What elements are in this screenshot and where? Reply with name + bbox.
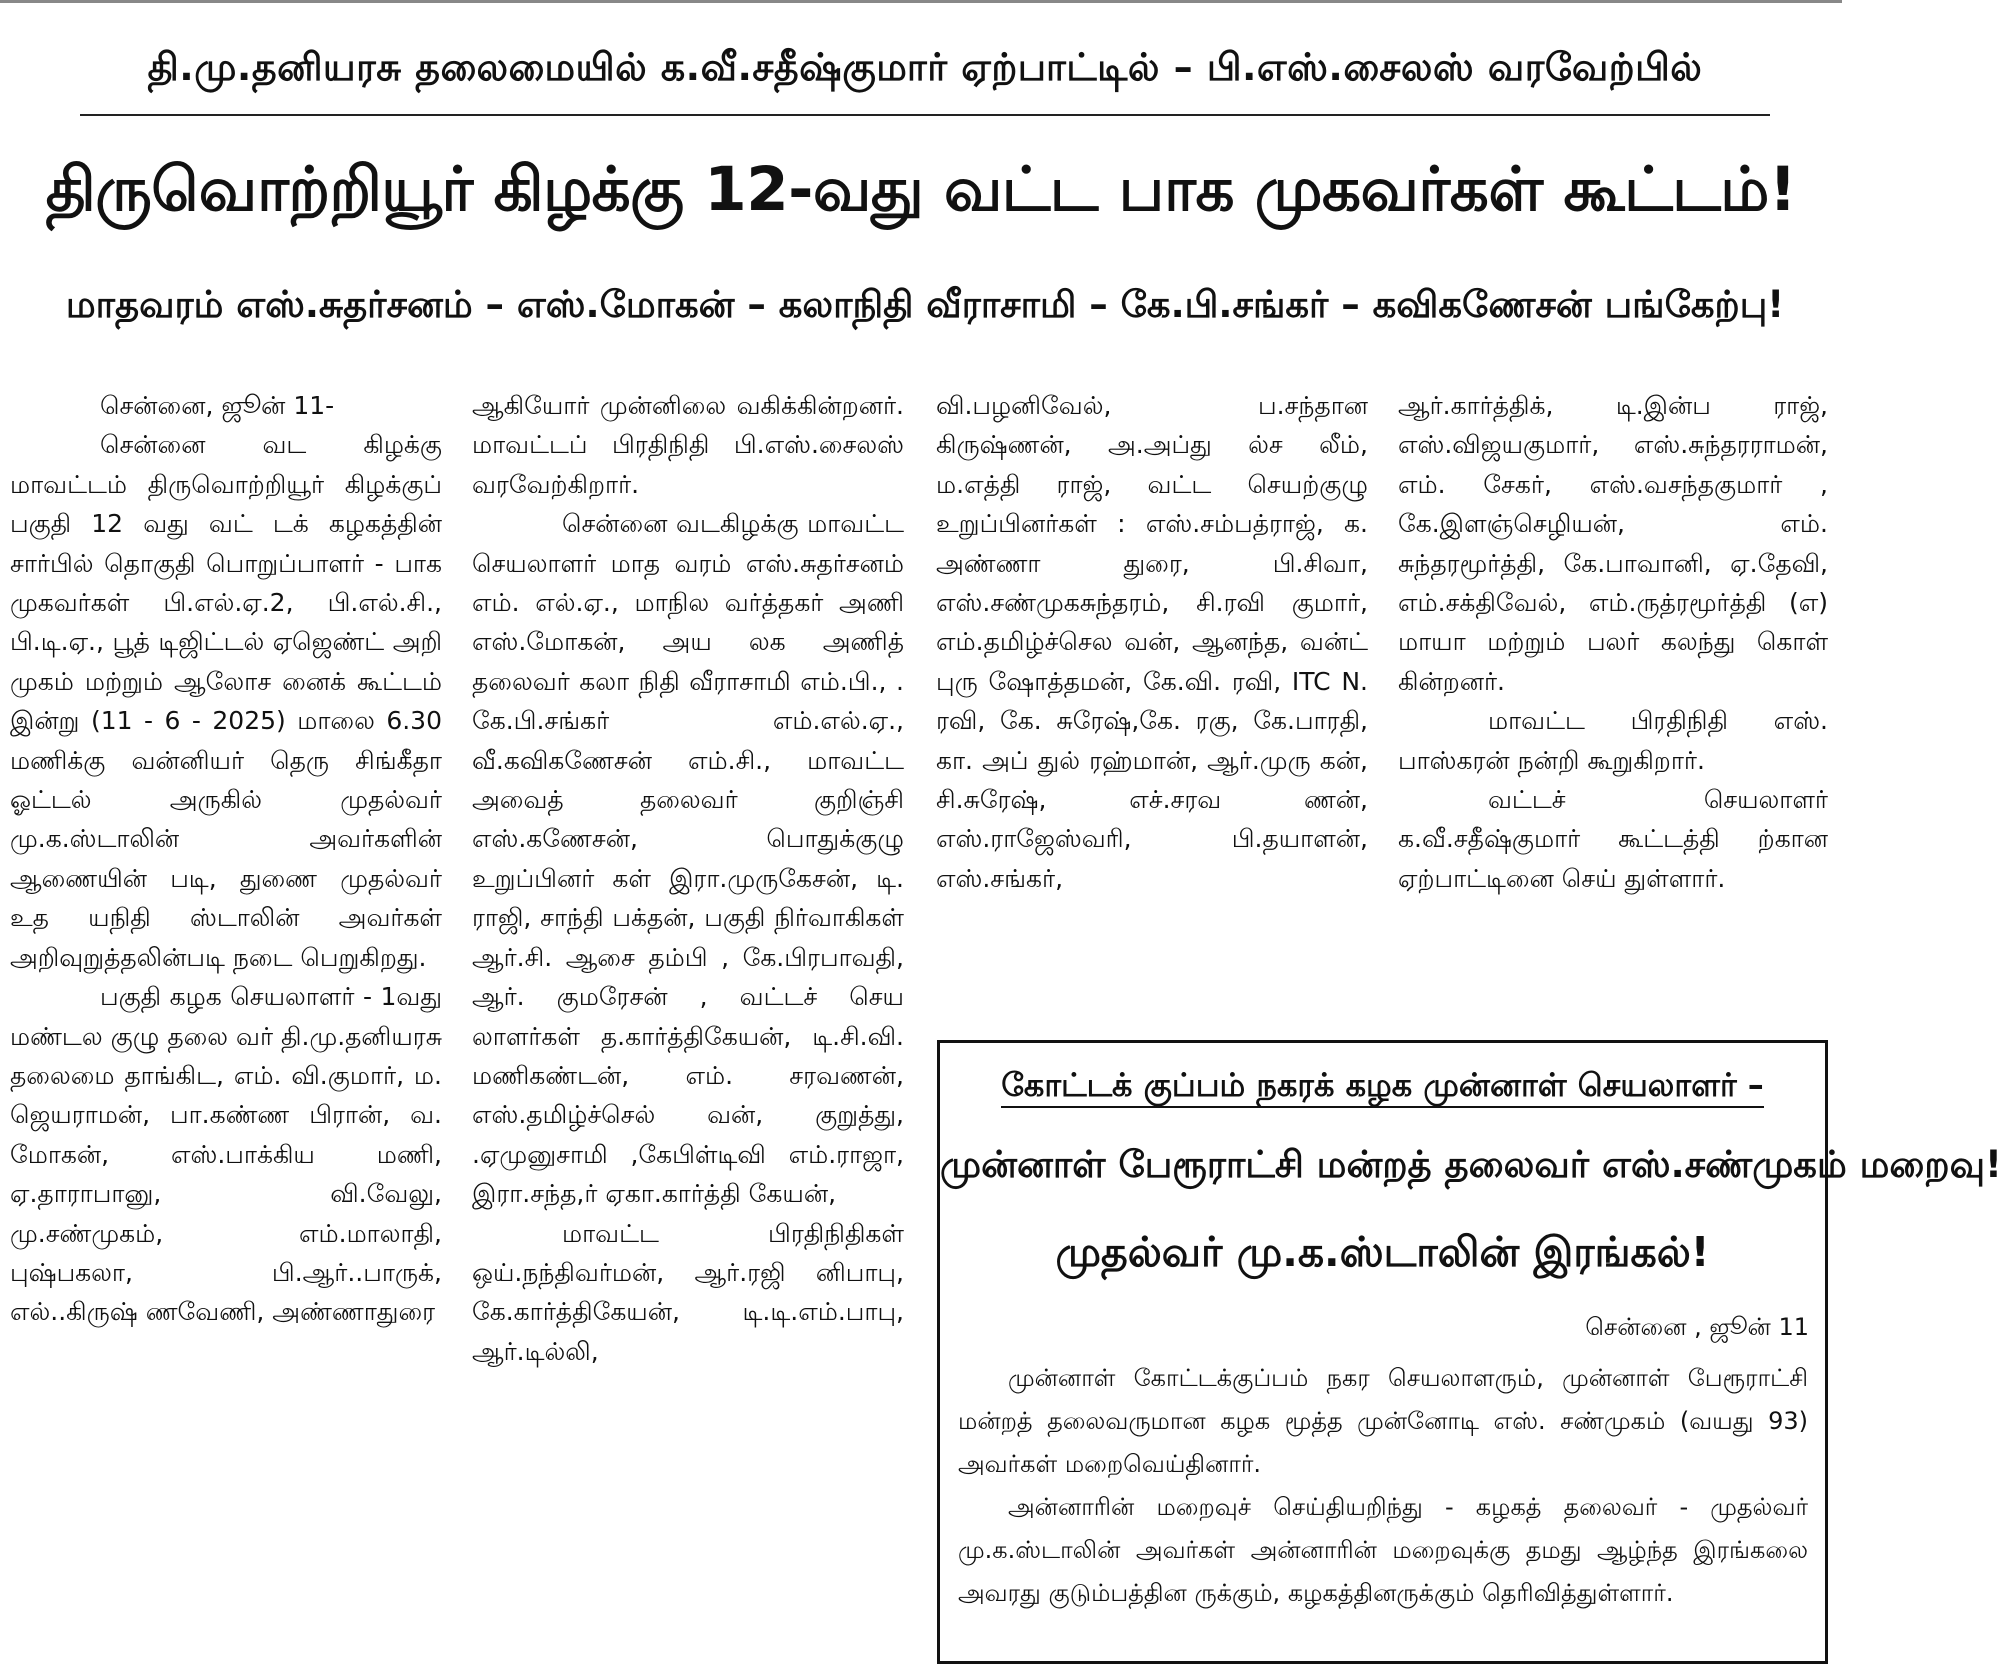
article-paragraph: வி.பழனிவேல், ப.சந்தான கிருஷ்ணன், அ.அப்து ல்ச லீம், ம.எத்தி ராஜ், வட்ட செயற்குழு உறுப்பினர்கள் : எஸ்.சம்பத்ராஜ், க. அண்ணா துரை, பி.சிவா, எஸ்.சண்முகசுந்தரம், சி.ரவி குமார், எம்.தமிழ்ச்செல வன், ஆனந்த, வன்ட் புரு ஷோத்தமன், கே.வி. ரவி, ITC N. ரவி, கே. சுரேஷ்,கே. ரகு, கே.பாரதி, கா. அப் துல் ரஹ்மான், ஆர்.முரு கன், சி.சுரேஷ், எச்.சரவ ணன், எஸ்.ராஜேஸ்வரி, பி.தயாளன், எஸ்.சங்கர், — [936, 391, 1368, 893]
article-paragraph: சென்னை வடகிழக்கு மாவட்ட செயலாளர் மாத வரம் எஸ்.சுதர்சனம் எம். எல்.ஏ., மாநில வர்த்தகர் அணி எஸ்.மோகன், அய லக அணித் தலைவர் கலா நிதி வீராசாமி எம்.பி., . கே.பி.சங்கர் எம்.எல்.ஏ., வீ.கவிகணேசன் எம்.சி., மாவட்ட அவைத் தலைவர் குறிஞ்சி எஸ்.கணேசன், பொதுக்குழு உறுப்பினர் கள் இரா.முருகேசன், டி. ராஜி, சாந்தி பக்தன், பகுதி நிர்வாகிகள் ஆர்.சி. ஆசை தம்பி , கே.பிரபாவதி, ஆர். குமரேசன் , வட்டச் செய லாளர்கள் த.கார்த்திகேயன், டி.சி.வி. மணிகண்டன், எம். சரவணன், எஸ்.தமிழ்ச்செல் வன், குறுத்து, .ஏமுனுசாமி ,கேபிள்டிவி எம்.ராஜா, இரா.சந்த,ர் ஏகா.கார்த்தி கேயன், — [472, 509, 904, 1209]
top-border — [0, 0, 1842, 3]
obituary-headline: முன்னாள் பேரூராட்சி மன்றத் தலைவர் எஸ்.சண்முகம் மறைவு! — [940, 1143, 2002, 1186]
obituary-paragraph: அன்னாரின் மறைவுச் செய்தியறிந்து - கழகத் தலைவர் - முதல்வர் மு.க.ஸ்டாலின் அவர்கள் அன்னாரின் மறைவுக்கு தமது ஆழ்ந்த இரங்கலை அவரது குடும்பத்தின ருக்கும், கழகத்தினருக்கும் தெரிவித்துள்ளார். — [958, 1493, 1808, 1607]
article-subhead: மாதவரம் எஸ்.சுதர்சனம் – எஸ்.மோகன் – கலாநிதி வீராசாமி – கே.பி.சங்கர் – கவிகணேசன் பங்கேற்பு! — [65, 283, 1785, 326]
article-column-4 — [1398, 386, 1828, 1020]
article-paragraph: ஆகியோர் முன்னிலை வகிக்கின்றனர். மாவட்டப் பிரதிநிதி பி.எஸ்.சைலஸ் வரவேற்கிறார். — [472, 391, 904, 499]
article-paragraph: சென்னை வட கிழக்கு மாவட்டம் திருவொற்றியூர் கிழக்குப் பகுதி 12 வது வட் டக் கழகத்தின் சார்பில் தொகுதி பொறுப்பாளர் - பாக முகவர்கள் பி.எல்.ஏ.2, பி.எல்.சி., பி.டி.ஏ., பூத் டிஜிட்டல் ஏஜெண்ட் அறி முகம் மற்றும் ஆலோச னைக் கூட்டம் இன்று (11 - 6 - 2025) மாலை 6.30 மணிக்கு வன்னியர் தெரு சிங்கீதா ஓட்டல் அருகில் முதல்வர் மு.க.ஸ்டாலின் அவர்களின் ஆணையின் படி, துணை முதல்வர் உத யநிதி ஸ்டாலின் அவர்கள் அறிவுறுத்தலின்படி நடை பெறுகிறது. — [10, 430, 442, 972]
obituary-subheadline: முதல்வர் மு.க.ஸ்டாலின் இரங்கல்! — [1055, 1228, 1710, 1276]
article-column-1 — [10, 386, 442, 1666]
obituary-paragraph: முன்னாள் கோட்டக்குப்பம் நகர செயலாளரும், முன்னாள் பேரூராட்சி மன்றத் தலைவருமான கழக மூத்த முன்னோடி எஸ். சண்முகம் (வயது 93) அவர்கள் மறைவெய்தினார். — [958, 1364, 1808, 1478]
article-paragraph: ஆர்.கார்த்திக், டி.இன்ப ராஜ், எஸ்.விஜயகுமார், எஸ்.சுந்தரராமன், எம். சேகர், எஸ்.வசந்தகுமார் , கே.இளஞ்செழியன், எம். சுந்தரமூர்த்தி, கே.பாவானி, ஏ.தேவி, எம்.சக்திவேல், எம்.ருத்ரமூர்த்தி (எ) மாயா மற்றும் பலர் கலந்து கொள் கின்றனர். — [1398, 391, 1828, 696]
obituary-body — [958, 1357, 1808, 1657]
article-column-3 — [936, 386, 1368, 1020]
article-paragraph: மாவட்ட பிரதிநிதிகள் ஒய்.நந்திவர்மன், ஆர்.ரஜி னிபாபு, கே.கார்த்திகேயன், டி.டி.எம்.பாபு, ஆர்.டில்லி, — [472, 1218, 904, 1366]
article-paragraph: மாவட்ட பிரதிநிதி எஸ். பாஸ்கரன் நன்றி கூறுகிறார். — [1398, 706, 1828, 775]
article-paragraph: பகுதி கழக செயலாளர் - 1வது மண்டல குழு தலை வர் தி.மு.தனியரசு தலைமை தாங்கிட, எம். வி.குமார், ம. ஜெயராமன், பா.கண்ண பிரான், வ. மோகன், எஸ்.பாக்கிய மணி, ஏ.தாராபானு, வி.வேலு, மு.சண்முகம், எம்.மாலாதி, புஷ்பகலா, பி.ஆர்..பாருக், எல்..கிருஷ் ணவேணி, அண்ணாதுரை — [10, 982, 442, 1327]
article-kicker: தி.மு.தனியரசு தலைமையில் க.வீ.சதீஷ்குமார் ஏற்பாட்டில் – பி.எஸ்.சைலஸ் வரவேற்பில் — [147, 45, 1703, 89]
article-paragraph: வட்டச் செயலாளர் க.வீ.சதீஷ்குமார் கூட்டத்தி ற்கான ஏற்பாட்டினை செய் துள்ளார். — [1398, 785, 1828, 893]
kicker-rule — [80, 114, 1770, 116]
article-column-2 — [472, 386, 904, 1666]
article-headline: திருவொற்றியூர் கிழக்கு 12-வது வட்ட பாக முகவர்கள் கூட்டம்! — [45, 154, 1797, 225]
obituary-dateline: சென்னை , ஜூன் 11 — [1585, 1313, 1809, 1341]
article-dateline: சென்னை, ஜூன் 11- — [100, 391, 335, 420]
obituary-kicker: கோட்டக் குப்பம் நகரக் கழக முன்னாள் செயலாளர் – — [940, 1057, 1825, 1113]
obituary-box — [937, 1040, 2002, 1664]
